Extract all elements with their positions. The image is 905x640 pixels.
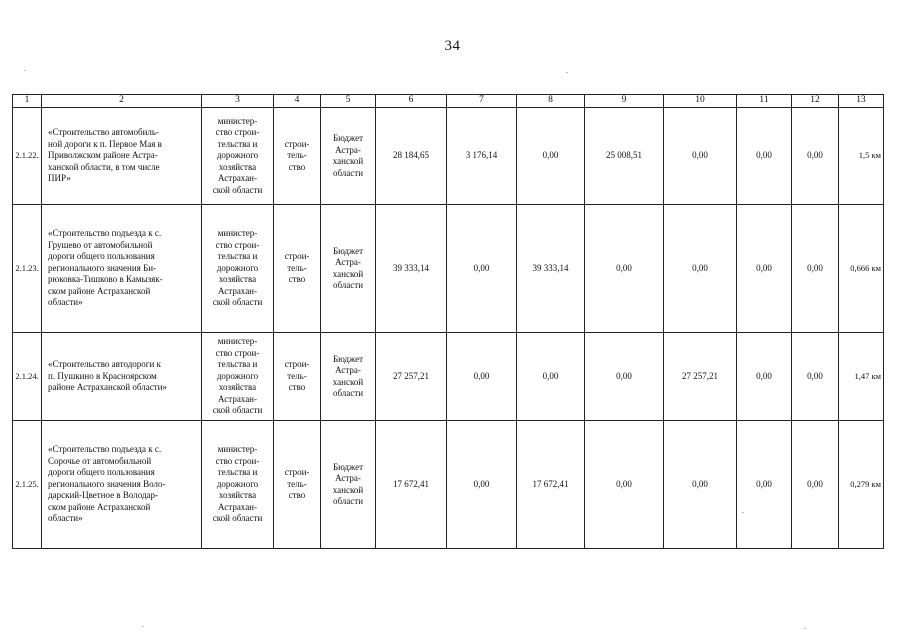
length-cell: 0,279 км	[839, 421, 884, 549]
executor-cell	[202, 421, 274, 549]
executor-line: дорожного	[216, 262, 259, 273]
column-header: 6	[376, 95, 447, 108]
executor-line: ской области	[212, 405, 263, 416]
source-line: Бюджет	[332, 353, 364, 364]
executor-line: министер-	[217, 336, 258, 347]
name-line: регионального значения Би-	[48, 262, 157, 273]
amount-cell: 0,00	[792, 205, 839, 333]
name-line: ском районе Астраханской	[48, 501, 151, 512]
amount-cell: 0,00	[447, 205, 517, 333]
name-line: области»	[48, 297, 83, 308]
executor-line: дорожного	[216, 478, 259, 489]
amount-cell: 39 333,14	[517, 205, 585, 333]
direction-line: ство	[288, 382, 306, 393]
direction-cell	[274, 108, 321, 205]
executor-line: ской области	[212, 184, 263, 195]
amount-cell: 0,00	[585, 205, 664, 333]
object-name-cell	[42, 421, 202, 549]
source-line: области	[332, 496, 364, 506]
amount-cell: 0,00	[664, 108, 737, 205]
direction-line: строи-	[284, 138, 310, 149]
amount-cell: 0,00	[664, 421, 737, 549]
amount-cell: 0,00	[792, 333, 839, 421]
object-name-cell	[42, 205, 202, 333]
object-name-cell	[42, 333, 202, 421]
length-cell: 0,666 км	[839, 205, 884, 333]
executor-line: Астрахан-	[218, 501, 257, 512]
table-row	[13, 333, 884, 421]
name-line: ПИР»	[48, 173, 71, 184]
table-row	[13, 421, 884, 549]
direction-line: строи-	[284, 359, 310, 370]
funding-source-cell	[321, 421, 376, 549]
item-number-cell: 2.1.25.	[13, 421, 42, 549]
amount-cell: 0,00	[792, 421, 839, 549]
source-line: Астра-	[335, 365, 361, 375]
name-line: «Строительство подъезда к с.	[48, 228, 162, 239]
amount-cell: 0,00	[737, 421, 792, 549]
name-line: районе Астраханской области»	[48, 382, 167, 393]
amount-cell: 0,00	[585, 333, 664, 421]
executor-line: ство строи-	[215, 347, 260, 358]
funding-source-cell	[321, 108, 376, 205]
amount-cell: 0,00	[737, 333, 792, 421]
amount-cell: 3 176,14	[447, 108, 517, 205]
direction-line: тель-	[287, 370, 307, 381]
column-header: 10	[664, 95, 737, 108]
source-line: области	[332, 388, 364, 398]
name-line: «Строительство автодороги к	[48, 359, 161, 370]
source-line: Астра-	[335, 473, 361, 483]
source-line: ханской	[332, 484, 364, 495]
length-cell: 1,47 км	[839, 333, 884, 421]
direction-line: ство	[288, 490, 306, 501]
amount-cell: 27 257,21	[376, 333, 447, 421]
amount-cell: 27 257,21	[664, 333, 737, 421]
executor-line: Астрахан-	[218, 173, 257, 184]
table-row	[13, 108, 884, 205]
name-line: «Строительство подъезда к с.	[48, 444, 162, 455]
column-number-row	[13, 95, 884, 108]
direction-cell	[274, 333, 321, 421]
name-line: п. Пушкино в Красноярском	[48, 370, 157, 381]
executor-line: Астрахан-	[218, 285, 257, 296]
scan-speck	[566, 72, 568, 73]
executor-line: тельства и	[217, 467, 258, 478]
source-line: Бюджет	[332, 245, 364, 256]
executor-line: дорожного	[216, 370, 259, 381]
amount-cell: 0,00	[585, 421, 664, 549]
object-name-cell	[42, 108, 202, 205]
executor-line: министер-	[217, 115, 258, 126]
program-table	[12, 94, 884, 549]
name-line: дороги общего пользования	[48, 251, 155, 262]
executor-line: тельства и	[217, 251, 258, 262]
executor-cell	[202, 108, 274, 205]
amount-cell: 25 008,51	[585, 108, 664, 205]
amount-cell: 39 333,14	[376, 205, 447, 333]
amount-cell: 17 672,41	[517, 421, 585, 549]
name-line: рюковка-Тишково в Камызяк-	[48, 274, 163, 285]
scan-speck	[24, 70, 26, 71]
scan-speck	[142, 626, 144, 627]
executor-line: ской области	[212, 513, 263, 524]
direction-line: тель-	[287, 150, 307, 161]
source-line: Астра-	[335, 144, 361, 155]
name-line: ханской области, в том числе	[48, 161, 160, 172]
name-line: дарский-Цветное в Володар-	[48, 490, 159, 501]
scan-speck	[742, 512, 744, 513]
item-number-cell: 2.1.22.	[13, 108, 42, 205]
executor-line: хозяйства	[218, 161, 257, 172]
length-cell: 1,5 км	[839, 108, 884, 205]
column-header: 3	[202, 95, 274, 108]
funding-source-cell	[321, 205, 376, 333]
name-line: ной дороги к п. Первое Мая в	[48, 138, 162, 149]
executor-line: министер-	[217, 228, 258, 239]
name-line: Грушево от автомобильной	[48, 239, 153, 250]
executor-line: ство строи-	[215, 455, 260, 466]
name-line: Сорочье от автомобильной	[48, 455, 152, 466]
direction-line: строи-	[284, 251, 310, 262]
table-row	[13, 205, 884, 333]
amount-cell: 0,00	[664, 205, 737, 333]
executor-line: хозяйства	[218, 382, 257, 393]
name-line: «Строительство автомобиль-	[48, 127, 159, 138]
item-number-cell: 2.1.24.	[13, 333, 42, 421]
executor-line: тельства и	[217, 359, 258, 370]
column-header: 7	[447, 95, 517, 108]
column-header: 5	[321, 95, 376, 108]
source-line: ханской	[332, 156, 364, 166]
source-line: ханской	[332, 376, 364, 387]
executor-cell	[202, 205, 274, 333]
amount-cell: 0,00	[517, 333, 585, 421]
source-line: ханской	[332, 268, 364, 279]
amount-cell: 0,00	[792, 108, 839, 205]
executor-line: тельства и	[217, 138, 258, 149]
name-line: дороги общего пользования	[48, 467, 155, 478]
amount-cell: 0,00	[447, 333, 517, 421]
amount-cell: 0,00	[737, 108, 792, 205]
executor-line: Астрахан-	[218, 393, 257, 404]
executor-line: ство строи-	[215, 239, 260, 250]
executor-line: хозяйства	[218, 490, 257, 501]
item-number-cell: 2.1.23.	[13, 205, 42, 333]
direction-line: тель-	[287, 478, 307, 489]
column-header: 9	[585, 95, 664, 108]
executor-line: министер-	[217, 444, 258, 455]
direction-line: ство	[288, 161, 306, 172]
column-header: 8	[517, 95, 585, 108]
amount-cell: 0,00	[737, 205, 792, 333]
amount-cell: 28 184,65	[376, 108, 447, 205]
name-line: области»	[48, 513, 83, 524]
amount-cell: 17 672,41	[376, 421, 447, 549]
executor-line: хозяйства	[218, 274, 257, 285]
executor-cell	[202, 333, 274, 421]
direction-line: тель-	[287, 262, 307, 273]
column-header: 2	[42, 95, 202, 108]
name-line: регионального значения Воло-	[48, 478, 166, 489]
executor-line: ской области	[212, 297, 263, 308]
amount-cell: 0,00	[447, 421, 517, 549]
amount-cell: 0,00	[517, 108, 585, 205]
executor-line: ство строи-	[215, 127, 260, 138]
scan-speck	[804, 628, 806, 629]
name-line: ском районе Астраханской	[48, 285, 151, 296]
source-line: Бюджет	[332, 461, 364, 472]
page-number: 34	[444, 38, 461, 54]
funding-source-cell	[321, 333, 376, 421]
direction-line: ство	[288, 274, 306, 285]
direction-cell	[274, 421, 321, 549]
column-header: 4	[274, 95, 321, 108]
direction-line: строи-	[284, 467, 310, 478]
source-line: области	[332, 280, 364, 290]
column-header: 12	[792, 95, 839, 108]
column-header: 13	[839, 95, 884, 108]
source-line: Бюджет	[332, 133, 364, 143]
column-header: 1	[13, 95, 42, 108]
source-line: Астра-	[335, 257, 361, 267]
source-line: области	[332, 167, 364, 178]
name-line: Приволжском районе Астра-	[48, 150, 158, 161]
direction-cell	[274, 205, 321, 333]
executor-line: дорожного	[216, 150, 259, 161]
column-header: 11	[737, 95, 792, 108]
